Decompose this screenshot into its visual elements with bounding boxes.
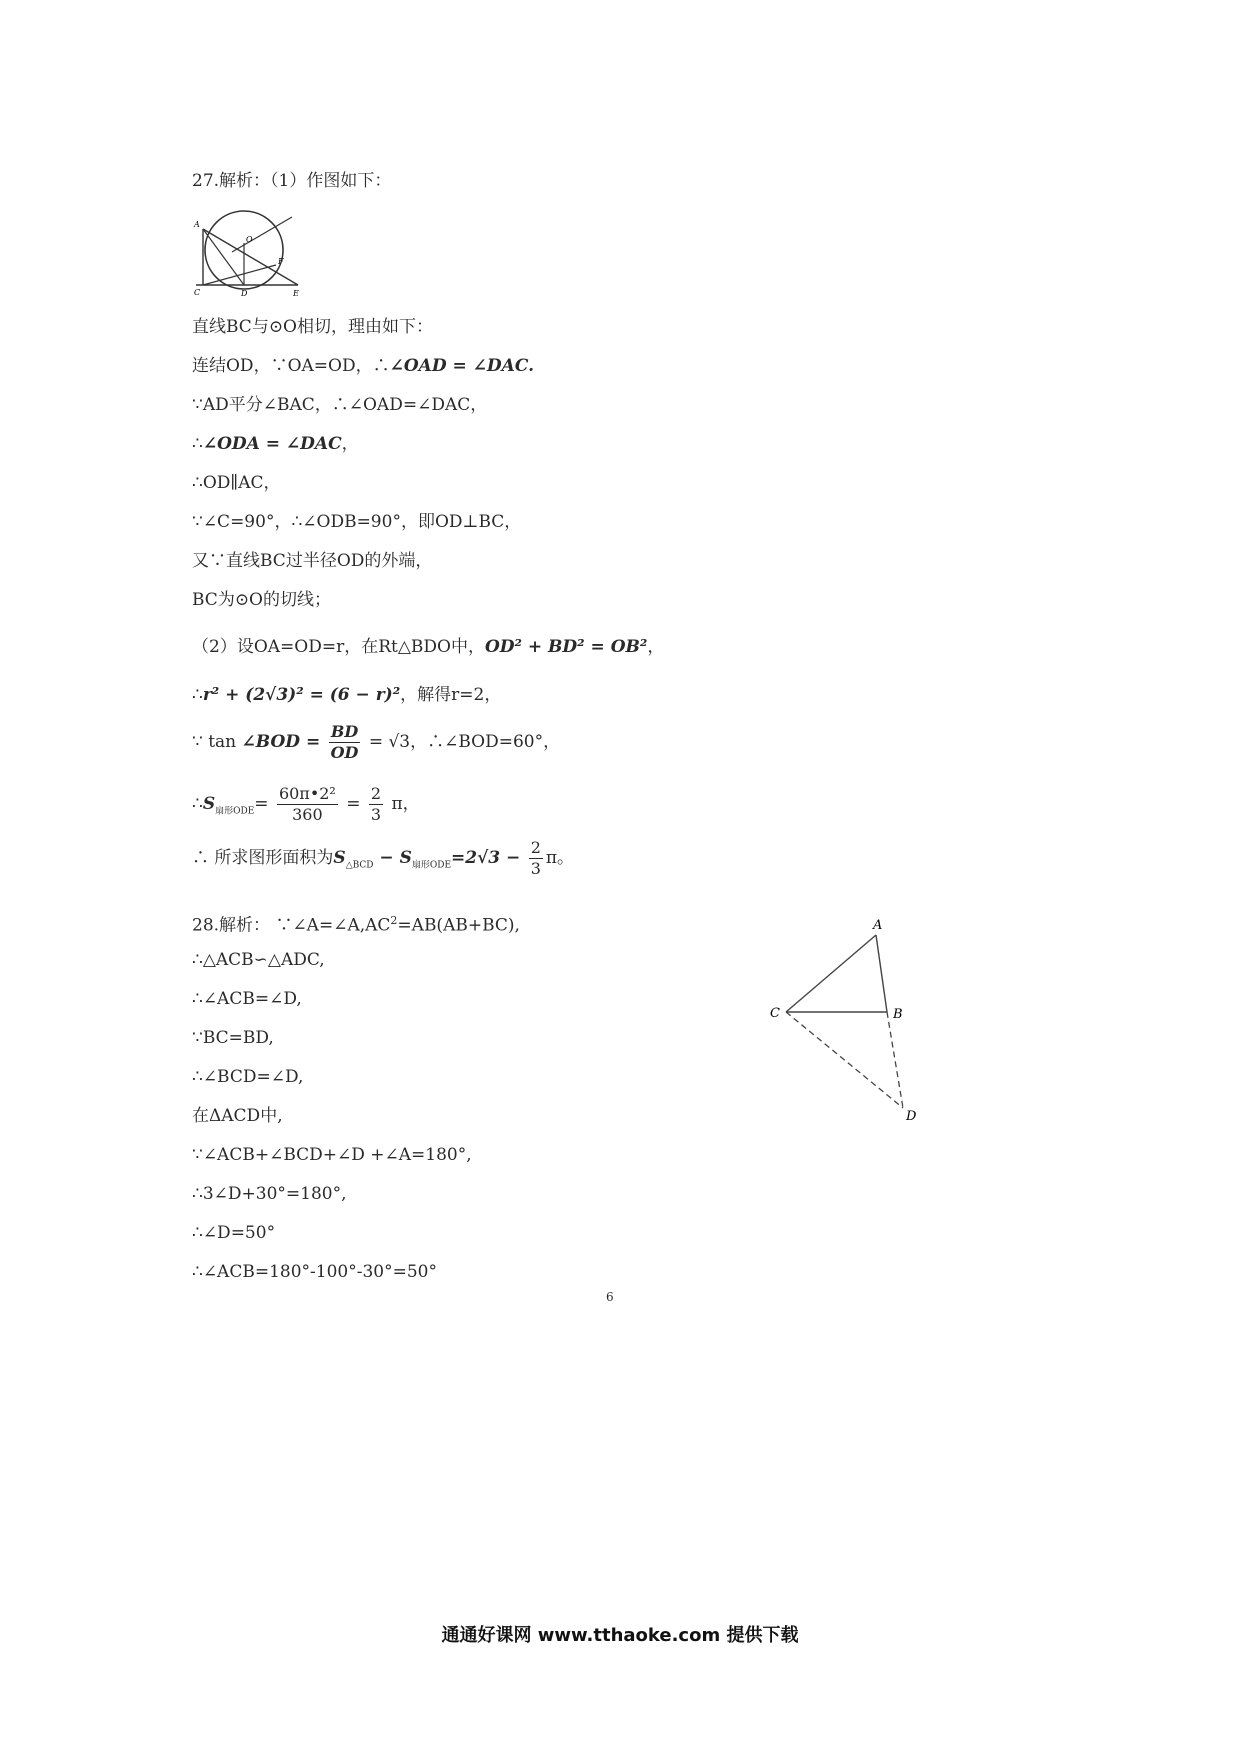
p27-line-8: BC为⊙O的切线； <box>192 590 331 610</box>
p27-line-6: ∵∠C=90°，∴∠ODB=90°，即OD⊥BC， <box>192 512 522 532</box>
p27-line-11: ∵ tan ∠BOD = $\frac{BD}{OD}$ = √3，∴∠BOD=60°， <box>192 722 561 762</box>
p28-line-5: ∴∠BCD=∠D, <box>192 1067 304 1087</box>
triangle-figure <box>760 915 935 1130</box>
label-b2: B <box>893 1007 903 1022</box>
fraction-two-thirds: $\frac{2}{3}$ <box>370 784 382 824</box>
page-number: 6 <box>606 1290 614 1304</box>
p28-line-10: ∴∠ACB=180°-100°-30°=50° <box>192 1262 437 1282</box>
p28-line-3: ∴∠ACB=∠D, <box>192 989 302 1009</box>
line-ad <box>203 229 244 285</box>
p27-line-7: 又∵直线BC过半径OD的外端， <box>192 551 433 571</box>
p28-line-7: ∵∠ACB+∠BCD+∠D +∠A=180°, <box>192 1145 472 1165</box>
line-bd <box>887 1012 903 1108</box>
p27-line-3: ∵AD平分∠BAC，∴∠OAD=∠DAC， <box>192 395 488 415</box>
p28-line-2: ∴△ACB∽△ADC, <box>192 950 325 970</box>
label-f: F <box>278 257 284 266</box>
label-e: E <box>293 289 299 297</box>
problem27-title: 27.解析：（1）作图如下： <box>192 171 392 191</box>
circle-tangent-figure <box>192 205 302 297</box>
p27-line-4: ∴∠ODA = ∠DAC， <box>192 434 359 454</box>
p27-line-5: ∴OD∥AC， <box>192 473 281 493</box>
p27-line-1: 直线BC与⊙O相切，理由如下： <box>192 317 433 337</box>
p28-line-1: 28.解析： $\because\angle A=\angle A,AC^2=AB(AB+BC)$, <box>192 914 520 936</box>
line-ab <box>876 935 887 1012</box>
footer-text: 通通好课网 www.tthaoke.com 提供下载 <box>441 1625 799 1646</box>
fraction-bd-od: $\frac{BD}{OD}$ <box>330 722 359 762</box>
label-o: O <box>246 235 253 244</box>
p27-line-2: 连结OD，∵OA=OD，∴∠OAD = ∠DAC. <box>192 356 534 376</box>
label-d2: D <box>906 1109 917 1124</box>
p28-line-8: ∴3∠D+30°=180°, <box>192 1184 347 1204</box>
label-d: D <box>241 289 248 297</box>
line-cd <box>786 1012 903 1108</box>
p28-line-6: 在ΔACD中, <box>192 1106 283 1126</box>
fraction-sector: $\frac{\text{60π•2²}}{360}$ <box>278 784 336 824</box>
fraction-two-thirds-b: $\frac{2}{3}$ <box>530 838 541 878</box>
p28-line-4: ∵BC=BD, <box>192 1028 274 1048</box>
p27-line-9: （2）设OA=OD=r，在Rt△BDO中，OD² + BD² = OB²， <box>192 637 665 657</box>
line-ca <box>786 935 876 1012</box>
label-a2: A <box>873 918 883 933</box>
label-a: A <box>194 220 200 229</box>
p27-line-10: ∴r² + (2√3)² = (6 − r)²，解得r=2， <box>192 685 502 705</box>
p27-line-13: ∴ 所求图形面积为$S_{\triangle BCD} - S_{扇形ODE}=2√3$ − $\frac{2}{3}$ π。 <box>192 838 575 878</box>
p27-line-12: $\therefore S_{扇形ODE}=$ $\frac{\text{60π•2²}}{360}$ = $\frac{2}{3}$ π， <box>192 784 420 824</box>
label-c2: C <box>770 1006 780 1021</box>
label-c: C <box>194 288 201 297</box>
p28-line-9: ∴∠D=50° <box>192 1223 276 1243</box>
